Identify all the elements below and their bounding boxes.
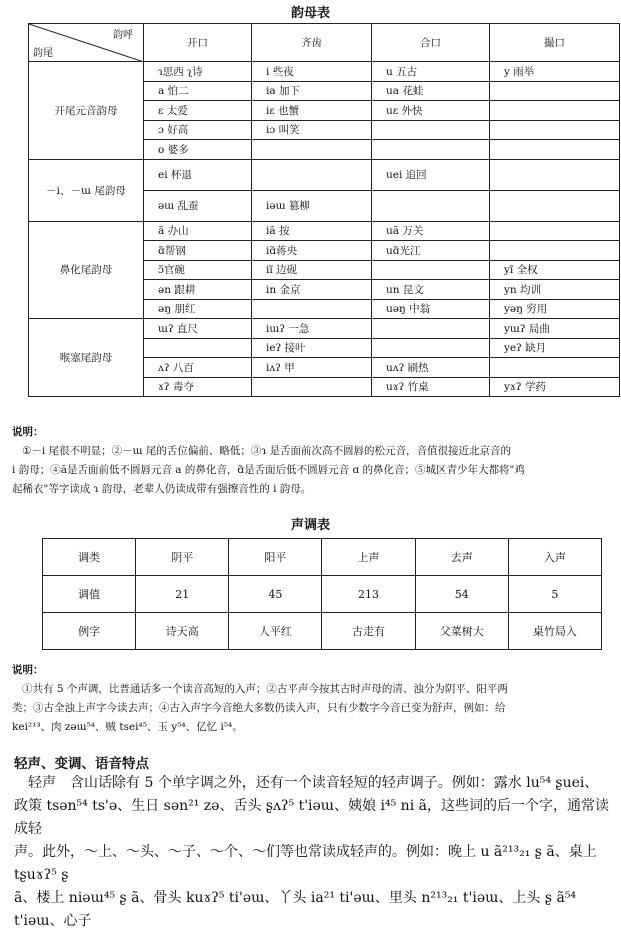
category-label: 开尾元音韵母 bbox=[29, 62, 144, 160]
final-cell bbox=[372, 190, 490, 221]
final-cell: yɯʔ 局曲 bbox=[490, 319, 620, 339]
final-cell: ɑ̃帮钢 bbox=[144, 241, 252, 261]
tone-cell: 入声 bbox=[508, 539, 601, 576]
section-line: ã、楼上 niəɯ⁴⁵ ʂ ã、骨头 kuɤʔ⁵ ti'əɯ、丫头 ia²¹ ti'əɯ、里头 n²¹³₂₁ t'iəɯ、上头 ʂ ã⁵⁴ t'iəɯ、心子 bbox=[14, 890, 577, 929]
final-cell: ã 办山 bbox=[144, 221, 252, 241]
final-cell bbox=[144, 338, 252, 358]
tone-cell: 阴平 bbox=[136, 539, 229, 576]
final-cell: uɤʔ 竹桌 bbox=[372, 377, 490, 397]
yunmu-table-title: 韵母表 bbox=[290, 6, 330, 21]
final-cell: iəɯ 篡柳 bbox=[252, 190, 372, 221]
tone-cell: 213 bbox=[322, 576, 415, 613]
final-cell: əɯ 乱蚕 bbox=[144, 190, 252, 221]
row-header: 调值 bbox=[43, 576, 136, 613]
section-body bbox=[14, 772, 619, 933]
final-cell: i 些夜 bbox=[252, 62, 372, 82]
final-cell: ən 跟耕 bbox=[144, 280, 252, 300]
final-cell: in 金京 bbox=[252, 280, 372, 300]
final-cell bbox=[372, 260, 490, 280]
final-cell bbox=[490, 120, 620, 140]
table-corner-header bbox=[29, 24, 144, 62]
final-cell: yeʔ 缺月 bbox=[490, 338, 620, 358]
final-cell: yəŋ 穷用 bbox=[490, 299, 620, 319]
final-cell: iʌʔ 甲 bbox=[252, 358, 372, 378]
note1 bbox=[12, 423, 617, 499]
final-cell: uɑ̃光江 bbox=[372, 241, 490, 261]
final-cell bbox=[372, 319, 490, 339]
final-cell bbox=[490, 358, 620, 378]
category-label: 鼻化尾韵母 bbox=[29, 221, 144, 319]
section-line: 声。此外，～上、～头、～子、～个、～们等也常读成轻声的。例如：晚上 u ã²¹³₂₁ ʂ ã、桌上 tʂuɤʔ⁵ ʂ bbox=[14, 844, 597, 883]
tone-cell: 桌竹局入 bbox=[508, 613, 601, 650]
final-cell: ua 花蛙 bbox=[372, 81, 490, 101]
tone-cell: 45 bbox=[229, 576, 322, 613]
final-cell bbox=[372, 120, 490, 140]
yunmu-table bbox=[28, 23, 620, 397]
final-cell bbox=[490, 81, 620, 101]
column-header: 齐齿 bbox=[252, 24, 372, 62]
tone-cell: 5 bbox=[508, 576, 601, 613]
column-header: 撮口 bbox=[490, 24, 620, 62]
tone-cell: 上声 bbox=[322, 539, 415, 576]
tone-cell: 父菜树大 bbox=[415, 613, 508, 650]
final-cell: yɤʔ 学药 bbox=[490, 377, 620, 397]
final-cell: uei 追回 bbox=[372, 159, 490, 190]
final-cell: un 昆文 bbox=[372, 280, 490, 300]
final-cell: yĩ 全权 bbox=[490, 260, 620, 280]
final-cell: iɔ 叫笑 bbox=[252, 120, 372, 140]
table-row bbox=[43, 539, 602, 576]
table-row bbox=[43, 613, 602, 650]
table-row bbox=[43, 576, 602, 613]
final-cell: o 婆多 bbox=[144, 140, 252, 160]
table-row bbox=[29, 319, 620, 339]
final-cell bbox=[490, 221, 620, 241]
final-cell bbox=[490, 140, 620, 160]
final-cell: ʌʔ 八百 bbox=[144, 358, 252, 378]
final-cell: iã 按 bbox=[252, 221, 372, 241]
table-row bbox=[29, 159, 620, 190]
final-cell: ɛ 太爱 bbox=[144, 101, 252, 121]
tone-cell: 人平红 bbox=[229, 613, 322, 650]
final-cell bbox=[490, 101, 620, 121]
final-cell: uɛ 外快 bbox=[372, 101, 490, 121]
final-cell: ɤʔ 毒夺 bbox=[144, 377, 252, 397]
final-cell bbox=[372, 140, 490, 160]
tone-cell: 去声 bbox=[415, 539, 508, 576]
final-cell: ei 杯退 bbox=[144, 159, 252, 190]
final-cell bbox=[490, 190, 620, 221]
note1-label: 说明： bbox=[12, 426, 44, 438]
note2 bbox=[12, 661, 617, 737]
final-cell: y 雨举 bbox=[490, 62, 620, 82]
note2-line: kei²¹³、肉 zəɯ⁵⁴、贼 tsei⁴⁵、玉 y⁵⁴、亿忆 i⁵⁴。 bbox=[12, 721, 243, 733]
final-cell: u 五古 bbox=[372, 62, 490, 82]
final-cell bbox=[252, 140, 372, 160]
category-label: －i、－ɯ 尾韵母 bbox=[29, 159, 144, 221]
tone-cell: 阳平 bbox=[229, 539, 322, 576]
corner-bottom-label: 韵尾 bbox=[33, 48, 53, 59]
shengdiao-table-title: 声调表 bbox=[290, 518, 330, 533]
final-cell: ɔ 好高 bbox=[144, 120, 252, 140]
note2-line: ①共有 5 个声调，比普通话多一个读音高短的入声；②古平声今按其古时声母的清、浊分为阴平、阳平两 bbox=[22, 683, 508, 695]
final-cell: əŋ 朋红 bbox=[144, 299, 252, 319]
final-cell: iɑ̃蒋央 bbox=[252, 241, 372, 261]
table-row bbox=[29, 62, 620, 82]
final-cell: ieʔ 接叶 bbox=[252, 338, 372, 358]
final-cell: uəŋ 中翁 bbox=[372, 299, 490, 319]
row-header: 调类 bbox=[43, 539, 136, 576]
final-cell bbox=[372, 338, 490, 358]
tone-cell: 54 bbox=[415, 576, 508, 613]
section-heading: 轻声、变调、语音特点 bbox=[14, 756, 149, 772]
note1-line: i 韵母；④ã是舌面前低不圆唇元音 a 的鼻化音，ɑ̃是舌面后低不圆唇元音 ɑ 的鼻化音；⑤城区青少年大都将"鸡 bbox=[12, 464, 525, 476]
note1-line: ①－i 尾很不明显；②－ɯ 尾的舌位偏前、略低；③ɿ 是舌面前次高不圆唇的松元音，音值很接近北京音的 bbox=[22, 445, 511, 457]
final-cell: ɔ̃官碗 bbox=[144, 260, 252, 280]
final-cell: a 怕二 bbox=[144, 81, 252, 101]
shengdiao-table bbox=[42, 538, 602, 650]
note1-line: 起稀衣"等字读成 ɿ 韵母，老辈人仍读成带有强擦音性的 i 韵母。 bbox=[12, 483, 312, 495]
corner-top-label: 韵呼 bbox=[113, 30, 133, 41]
note2-label: 说明： bbox=[12, 664, 44, 676]
final-cell bbox=[490, 159, 620, 190]
tone-cell: 21 bbox=[136, 576, 229, 613]
table-row bbox=[29, 221, 620, 241]
final-cell: iɛ 也蟹 bbox=[252, 101, 372, 121]
section-line: 政策 tsən⁵⁴ ts'ə、生日 sən²¹ zə、舌头 ʂʌʔ⁵ t'iəɯ、姨娘 i⁴⁵ ni ã，这些词的后一个字，通常读成轻 bbox=[14, 798, 609, 837]
final-cell: ɯʔ 直尺 bbox=[144, 319, 252, 339]
tone-cell: 诗天高 bbox=[136, 613, 229, 650]
final-cell bbox=[252, 299, 372, 319]
note2-line: 类；③古全浊上声字今读去声；④古入声字今音绝大多数仍读入声，只有少数字今音已变为舒声，例如：给 bbox=[12, 702, 506, 714]
tone-cell: 古走有 bbox=[322, 613, 415, 650]
row-header: 例字 bbox=[43, 613, 136, 650]
final-cell: ɿ思西 ʅ诗 bbox=[144, 62, 252, 82]
final-cell: yn 均训 bbox=[490, 280, 620, 300]
final-cell bbox=[252, 159, 372, 190]
section-line: 轻声 含山话除有 5 个单字调之外，还有一个读音轻短的轻声调子。例如：露水 lu⁵⁴ ʂuei、 bbox=[28, 775, 599, 791]
final-cell: ia 加下 bbox=[252, 81, 372, 101]
final-cell bbox=[252, 377, 372, 397]
final-cell: uã 万关 bbox=[372, 221, 490, 241]
final-cell bbox=[490, 241, 620, 261]
column-header: 合口 bbox=[372, 24, 490, 62]
category-label: 喉塞尾韵母 bbox=[29, 319, 144, 397]
final-cell: iĩ 边砚 bbox=[252, 260, 372, 280]
column-header: 开口 bbox=[144, 24, 252, 62]
final-cell: uʌʔ 刷热 bbox=[372, 358, 490, 378]
final-cell: iɯʔ 一急 bbox=[252, 319, 372, 339]
